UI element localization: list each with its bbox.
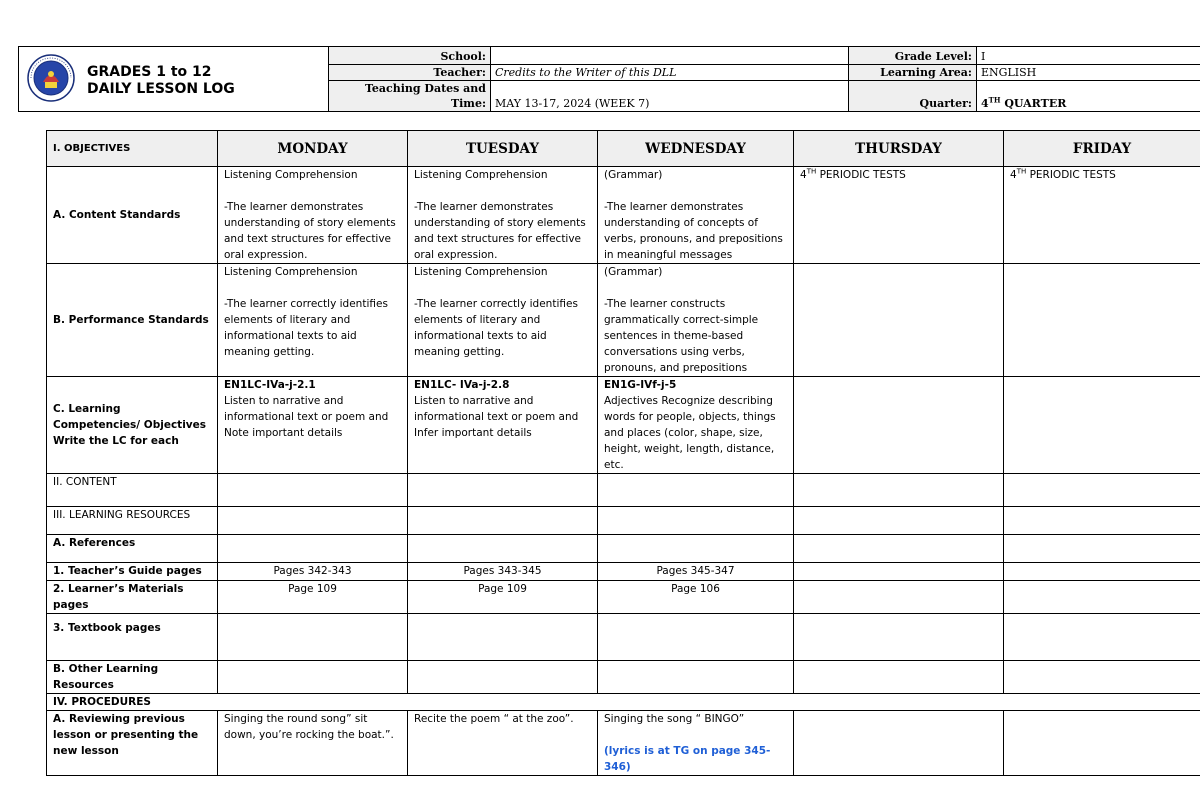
procedures-heading: IV. PROCEDURES xyxy=(47,694,1200,711)
cs-mon-topic: Listening Comprehension xyxy=(224,169,358,181)
textbook-pages-label: 3. Textbook pages xyxy=(47,614,218,661)
objectives-heading: I. OBJECTIVES xyxy=(47,131,218,167)
procedures-row xyxy=(47,694,1200,711)
cs-thu-text: PERIODIC TESTS xyxy=(816,169,906,181)
competencies-tuesday xyxy=(408,377,598,474)
content-standards-wednesday xyxy=(598,167,794,264)
lm-pages-friday xyxy=(1004,581,1200,614)
ps-mon-text: -The learner correctly identifies elements of literary and informational texts to aid meaning getting. xyxy=(224,298,388,358)
cs-wed-spacer xyxy=(604,183,787,199)
tb-friday xyxy=(1004,614,1200,661)
reviewing-wed-spacer xyxy=(604,727,787,743)
references-row xyxy=(47,535,1200,563)
performance-standards-friday xyxy=(1004,264,1200,377)
comp-wed-text: Adjectives Recognize describing words for people, objects, things and places (color, shape, size, height, weight, length, distance, etc. xyxy=(604,395,776,471)
tg-pages-tuesday: Pages 343-345 xyxy=(408,563,598,581)
competencies-thursday xyxy=(794,377,1004,474)
learning-resources-row xyxy=(47,507,1200,535)
ps-tue-topic: Listening Comprehension xyxy=(414,266,548,278)
competencies-row xyxy=(47,377,1200,474)
teaching-dates-label-1: Teaching Dates and xyxy=(364,82,486,95)
comp-tue-text: Listen to narrative and informational text or poem and Infer important details xyxy=(414,395,579,439)
tg-pages-thursday xyxy=(794,563,1004,581)
teaching-dates-label-2: Time: xyxy=(450,97,486,110)
reviewing-wed-note: (lyrics is at TG on page 345-346) xyxy=(604,745,771,773)
competencies-monday xyxy=(218,377,408,474)
competencies-label: C. Learning Competencies/ Objectives Write the LC for each xyxy=(47,377,218,474)
cs-tue-topic: Listening Comprehension xyxy=(414,169,548,181)
lm-pages-thursday xyxy=(794,581,1004,614)
tg-pages-monday: Pages 342-343 xyxy=(218,563,408,581)
textbook-pages-row xyxy=(47,614,1200,661)
performance-standards-monday xyxy=(218,264,408,377)
other-resources-row xyxy=(47,661,1200,694)
lr-friday xyxy=(1004,507,1200,535)
grade-level-value: I xyxy=(977,47,1200,65)
lr-thursday xyxy=(794,507,1004,535)
competencies-wednesday xyxy=(598,377,794,474)
quarter-text: QUARTER xyxy=(1000,97,1067,110)
school-label: School: xyxy=(329,47,491,65)
day-header-friday: FRIDAY xyxy=(1004,131,1200,167)
lr-tuesday xyxy=(408,507,598,535)
content-wednesday xyxy=(598,474,794,507)
content-tuesday xyxy=(408,474,598,507)
reviewing-monday: Singing the round song” sit down, you’re rocking the boat.”. xyxy=(218,711,408,776)
ps-wed-spacer xyxy=(604,280,787,296)
content-standards-monday xyxy=(218,167,408,264)
reviewing-tuesday: Recite the poem “ at the zoo”. xyxy=(408,711,598,776)
reviewing-label: A. Reviewing previous lesson or presenting the new lesson xyxy=(47,711,218,776)
deped-seal-icon xyxy=(27,54,75,102)
learning-resources-label: III. LEARNING RESOURCES xyxy=(47,507,218,535)
cs-mon-text: -The learner demonstrates understanding of story elements and text structures for effective oral expression. xyxy=(224,201,396,261)
performance-standards-wednesday xyxy=(598,264,794,377)
teaching-dates-label xyxy=(329,81,491,112)
cs-fri-text: PERIODIC TESTS xyxy=(1026,169,1116,181)
comp-mon-code: EN1LC-IVa-j-2.1 xyxy=(224,379,316,391)
or-friday xyxy=(1004,661,1200,694)
cs-wed-topic: (Grammar) xyxy=(604,169,663,181)
performance-standards-label: B. Performance Standards xyxy=(47,264,218,377)
quarter-label: Quarter: xyxy=(849,81,977,112)
reviewing-friday xyxy=(1004,711,1200,776)
ref-friday xyxy=(1004,535,1200,563)
teacher-value: Credits to the Writer of this DLL xyxy=(491,65,849,81)
tg-pages-row xyxy=(47,563,1200,581)
content-monday xyxy=(218,474,408,507)
grade-level-label: Grade Level: xyxy=(849,47,977,65)
content-standards-tuesday xyxy=(408,167,598,264)
quarter-number: 4 xyxy=(981,97,989,110)
ref-tuesday xyxy=(408,535,598,563)
cs-tue-text: -The learner demonstrates understanding of story elements and text structures for effective oral expression. xyxy=(414,201,586,261)
lm-pages-monday: Page 109 xyxy=(218,581,408,614)
cs-fri-num: 4 xyxy=(1010,169,1017,181)
reviewing-wed-text: Singing the song “ BINGO” xyxy=(604,713,745,725)
performance-standards-row xyxy=(47,264,1200,377)
title-line-1: GRADES 1 to 12 xyxy=(87,64,212,80)
comp-tue-code: EN1LC- IVa-j-2.8 xyxy=(414,379,510,391)
references-label: A. References xyxy=(47,535,218,563)
table-header-row xyxy=(47,131,1200,167)
competencies-friday xyxy=(1004,377,1200,474)
reviewing-thursday xyxy=(794,711,1004,776)
header-table xyxy=(18,46,1200,112)
or-thursday xyxy=(794,661,1004,694)
cs-mon-spacer xyxy=(224,183,401,199)
lm-pages-row xyxy=(47,581,1200,614)
content-friday xyxy=(1004,474,1200,507)
document-title xyxy=(87,64,235,98)
ref-thursday xyxy=(794,535,1004,563)
teaching-dates-value: MAY 13-17, 2024 (WEEK 7) xyxy=(491,81,849,112)
tb-thursday xyxy=(794,614,1004,661)
content-row xyxy=(47,474,1200,507)
title-line-2: DAILY LESSON LOG xyxy=(87,81,235,97)
day-header-tuesday: TUESDAY xyxy=(408,131,598,167)
content-standards-friday xyxy=(1004,167,1200,264)
comp-mon-text: Listen to narrative and informational text or poem and Note important details xyxy=(224,395,389,439)
tg-pages-wednesday: Pages 345-347 xyxy=(598,563,794,581)
learning-area-label: Learning Area: xyxy=(849,65,977,81)
ps-mon-topic: Listening Comprehension xyxy=(224,266,358,278)
content-label: II. CONTENT xyxy=(47,474,218,507)
cs-wed-text: -The learner demonstrates understanding of concepts of verbs, pronouns, and prepositions in meaningful messages xyxy=(604,201,783,261)
ps-mon-spacer xyxy=(224,280,401,296)
content-standards-row xyxy=(47,167,1200,264)
tb-monday xyxy=(218,614,408,661)
lm-pages-label: 2. Learner’s Materials pages xyxy=(47,581,218,614)
cs-tue-spacer xyxy=(414,183,591,199)
lm-pages-wednesday: Page 106 xyxy=(598,581,794,614)
or-wednesday xyxy=(598,661,794,694)
ps-tue-text: -The learner correctly identifies elements of literary and informational texts to aid meaning getting. xyxy=(414,298,578,358)
lesson-log-table xyxy=(46,130,1200,776)
reviewing-row xyxy=(47,711,1200,776)
cs-fri-sup: TH xyxy=(1016,167,1027,176)
lr-monday xyxy=(218,507,408,535)
quarter-value xyxy=(977,81,1200,112)
reviewing-wednesday xyxy=(598,711,794,776)
tb-wednesday xyxy=(598,614,794,661)
ref-monday xyxy=(218,535,408,563)
comp-wed-code: EN1G-IVf-j-5 xyxy=(604,379,677,391)
or-monday xyxy=(218,661,408,694)
day-header-monday: MONDAY xyxy=(218,131,408,167)
day-header-wednesday: WEDNESDAY xyxy=(598,131,794,167)
or-tuesday xyxy=(408,661,598,694)
content-standards-thursday xyxy=(794,167,1004,264)
tg-pages-friday xyxy=(1004,563,1200,581)
teacher-label: Teacher: xyxy=(329,65,491,81)
lr-wednesday xyxy=(598,507,794,535)
cs-thu-num: 4 xyxy=(800,169,807,181)
tg-pages-label: 1. Teacher’s Guide pages xyxy=(47,563,218,581)
quarter-superscript: TH xyxy=(988,95,1001,105)
content-standards-label: A. Content Standards xyxy=(47,167,218,264)
ps-wed-text: -The learner constructs grammatically correct-simple sentences in theme-based conversations using verbs, pronouns, and prepositions xyxy=(604,298,759,374)
learning-area-value: ENGLISH xyxy=(977,65,1200,81)
day-header-thursday: THURSDAY xyxy=(794,131,1004,167)
other-resources-label: B. Other Learning Resources xyxy=(47,661,218,694)
tb-tuesday xyxy=(408,614,598,661)
school-value xyxy=(491,47,849,65)
ps-tue-spacer xyxy=(414,280,591,296)
ref-wednesday xyxy=(598,535,794,563)
cs-thu-sup: TH xyxy=(806,167,817,176)
performance-standards-thursday xyxy=(794,264,1004,377)
performance-standards-tuesday xyxy=(408,264,598,377)
lm-pages-tuesday: Page 109 xyxy=(408,581,598,614)
ps-wed-topic: (Grammar) xyxy=(604,266,663,278)
header-logo-cell xyxy=(19,47,329,112)
content-thursday xyxy=(794,474,1004,507)
